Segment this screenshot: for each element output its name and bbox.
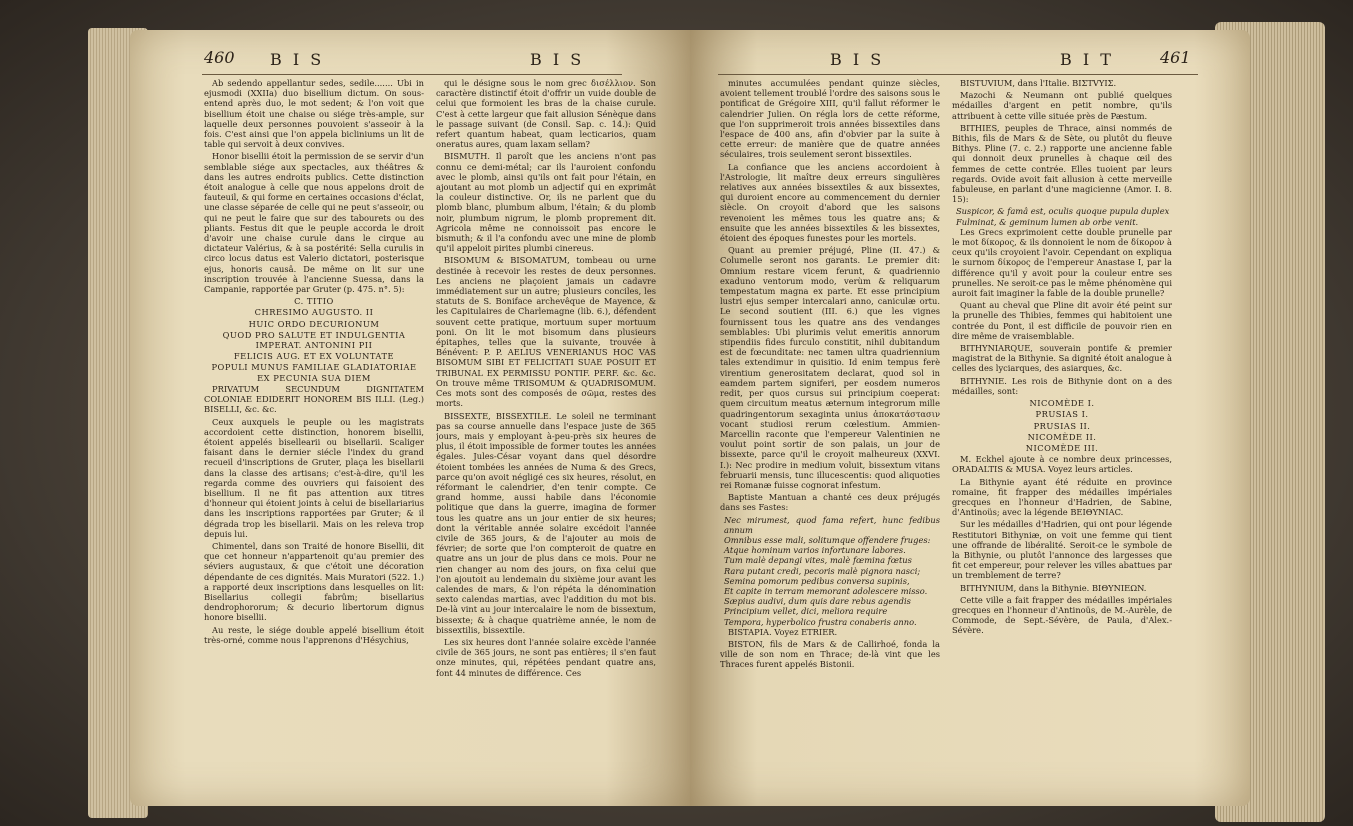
text-line: Chimentel, dans son Traité de honore Bisellii, dit que cet honneur n'appartenoit qu'au premier des séviers augustaux, & que c'étoit une décoration dépendante de ces dignités. Mais Muratori (522. 1.) a rapporté deux inscriptions dans lesquelles on lit: Bisellarius collegii fabrûm; bisellarius dendrophororum; & decurio libertorum dignus honore bisellii. [204, 540, 424, 623]
header-rule-right [718, 74, 1198, 75]
text-line: Suspicor, & famâ est, oculis quoque pupula duplex [956, 206, 1170, 217]
text-line: Sæpius audivi, dum quis dare rebus agendis [724, 596, 911, 607]
page-number-left: 460 [204, 48, 235, 67]
text-line: Semina pomorum pedibus conversa supinis, [724, 575, 910, 586]
text-line: minutes accumulées pendant quinze siècles, avoient tellement troublé l'ordre des saisons sous le pontificat de Grégoire XIII, qu'il fallut réformer le calendrier Julien. On régla lors de cette réforme, que l'on supprimeroit trois années bissextiles dans l'espace de 400 ans, afin d'obvier par la suite à cette erreur: de manière que de quatre années séculaires, trois seulement seront bissextiles. [720, 78, 940, 160]
text-line: La Bithynie ayant été réduite en province romaine, fit frapper des médailles impériales grecques en l'honneur d'Hadrien, de Sabine, d'Antinoüs; avec la légende BEIΘYNIAC. [952, 476, 1172, 518]
text-line: NICOMÈDE II. [1027, 431, 1097, 442]
header-rule-left [202, 74, 622, 75]
text-line: Baptiste Mantuan a chanté ces deux préjugés dans ses Fastes: [720, 492, 940, 513]
left-page-column-1 [204, 78, 424, 778]
text-line: Quant au premier préjugé, Pline (II. 47.) & Columelle seront nos garants. Le premier dit: Omnium restare vicem ferunt, & quadriennio exaduno ventorum modo, verùm & reliquarum tempestatum magna ex parte. Et esse principium lustri ejus semper intercalari anno, caniculæ ortu. Le second soutient (III. 6.) que les vignes fournissent tous les quatre ans des vendanges semblables: Ubi plurimis velut emeritis annorum stipendiis fides furculo constitit, nihil dubitandum est de fœcunditate: nec tamen ultra quadriennium tales extendimur in quisitio. Id enim tempus ferè virentium generositatem declarat, quod sol in eamdem partem signiferi, per eosdem numeros redit, per quos cursus sui principium coeperat: quem circuitum meatus æternum integrorum mille quadringentorum sexaginta unius ἀποκατάστασιν vocant studiosi rerum cœlestium. Ammien-Marcellin raconte que l'empereur Valentinien ne voulut point sortir de son palais, un jour de bissexte, parce qu'il le croyoit malheureux (XXVI. I.): Nec prodire in medium voluit, bissextum vitans februarii mensis, tunc illucescentis: quod aliquoties rei Romanæ fuisse cognorat infestum. [720, 245, 940, 490]
right-page [690, 30, 1250, 806]
left-page-column-2 [436, 78, 656, 778]
text-line: HUIC ORDO DECURIONUM [248, 318, 380, 329]
text-line: BISOMUM & BISOMATUM, tombeau ou urne destinée à recevoir les restes de deux personnes. Les anciens ne plaçoient jamais un cadavre immédiatement sur un autre; plusieurs conciles, les statuts de S. Boniface archevêque de Mayence, & les Capitulaires de Charlemagne (lib. 6.), défendent souvent cette pratique, mortuum super mortuum poni. On lit le mot bisomum dans plusieurs épitaphes, telles que la suivante, trouvée à Bénévent: P. P. AELIUS VENERIANUS HOC VAS BISOMUM SIBI ET FELICITATI SUAE POSUIT ET TRIBUNAL EX PERMISSU PONTIF. PERF. &c. &c. On trouve même TRISOMUM & QUADRISOMUM. Ces mots sont des composés de σῶμα, restes des morts. [436, 255, 656, 409]
text-line: NICOMÈDE I. [1029, 398, 1095, 409]
text-line: Tempora, hyperbolico frustra conaberis anno. [724, 616, 917, 627]
text-line: Quant au cheval que Pline dit avoir été peint sur la prunelle des Thibies, femmes qui habitoient une contrée du Pont, il est difficile de pouvoir rien en dire même de vraisemblable. [952, 300, 1172, 341]
text-line: QUOD PRO SALUTE ET INDULGENTIA IMPERAT. ANTONINI PII [222, 329, 406, 351]
text-line: NICOMÈDE III. [1025, 442, 1099, 453]
text-line: Ab sedendo appellantur sedes, sedile....... Ubi in ejusmodi (XXIIa) duo bisellium dictum. On sous-entend après duo, le mot sedent; & l'on voit que bisellium étoit une chaise ou siége très-ample, sur laquelle deux personnes pouvoient s'asseoir à la fois. C'est ainsi que l'on appela bicliniums un lit de table qui servoit à deux convives. [204, 78, 424, 150]
text-line: PRUSIAS II. [1033, 420, 1091, 431]
text-line: Les Grecs exprimoient cette double prunelle par le mot δίκορος, & ils donnoient le nom de δίκορον à ceux qu'ils croyoient l'avoir. Cependant on expliqua le surnom δίκορος de l'empereur Anastase I, par la différence qu'il y avoit pour la couleur entre ses prunelles. Ne seroit-ce pas le même phénomène qui auroit fait imaginer la fable de la double prunelle? [952, 226, 1172, 299]
page-number-right: 461 [1160, 48, 1191, 67]
running-head-left-col1: B I S [270, 50, 325, 69]
text-line: Et capite in terram memorant adolescere misso. [724, 585, 928, 596]
text-line: Honor bisellii étoit la permission de se servir d'un semblable siége aux spectacles, aux théâtres & dans les autres endroits publics. Cette distinction étoit analogue à celle que nous appelons droit de fauteuil, & qui forme en certaines occasions d'éclat, une classe séparée de celle qui ne peut s'asseoir, ou qui ne peut le faire que sur des tabourets ou des pliants. Festus dit que le peuple accorda le droit d'avoir une chaise curule dans le cirque au dictateur Valérius, & à sa postérité: Sella curulis in circo locus datus est Valerio dictatori, posterisque ejus, honoris causâ. De même on lit sur une inscription trouvée à l'ancienne Suessa, dans la Campanie, rapportée par Gruter (p. 475. n°. 5): [204, 151, 424, 295]
text-line: Tum malè depangi vites, malè fœmina fœtus [724, 555, 912, 566]
text-line: La confiance que les anciens accordoient à l'Astrologie, lit maître deux erreurs singulières relatives aux années bissextiles & aux bissextes, qui duroient encore au commencement du dernier siècle. On croyoit d'abord que les saisons revenoient les mêmes tous les quatre ans; & ensuite que les années bissextiles & les bissextes, étoient des époques funestes pour les mortels. [720, 161, 940, 244]
text-line: Rara putant credi, pecoris malè pignora nasci; [724, 565, 921, 576]
text-line: qui le désigne sous le nom grec δισέλλιον. Son caractère distinctif étoit d'offrir un vuide double de celui que formoient les bras de la chaise curule. C'est à cette largeur que fait allusion Sénèque dans le passage suivant (de Consil. Sap. c. 14.): Quid refert quantum habeat, quam lecticarios, quam oneratus aures, quam laxam sellam? [436, 78, 656, 150]
text-line: PRIVATUM SECUNDUM DIGNITATEM COLONIAE EDIDERIT HONOREM BIS ILLI. (Leg.) BISELLI, &c. &c. [204, 383, 424, 415]
text-line: PRUSIAS I. [1035, 409, 1089, 420]
text-line: BISTUVIUM, dans l'Italie. BIΣTVYIΣ. [960, 78, 1117, 88]
text-line: BITHYNIUM, dans la Bithynie. BIΘYNIEΩN. [960, 582, 1147, 593]
right-page-column-1 [720, 78, 940, 718]
text-line: Nec mirumest, quod fama refert, hunc fedibus annum [724, 514, 940, 535]
text-line: M. Eckhel ajoute à ce nombre deux princesses, ORADALTIS & MUSA. Voyez leurs articles. [952, 454, 1172, 475]
text-line: Au reste, le siége double appelé bisellium étoit très-orné, comme nous l'apprenons d'Hésychius, [204, 624, 424, 645]
text-line: BITHYNIE. Les rois de Bithynie dont on a des médailles, sont: [952, 375, 1172, 396]
text-line: C. TITIO [294, 296, 334, 307]
text-line: BISSEXTE, BISSEXTILE. Le soleil ne terminant pas sa course annuelle dans l'espace juste de 365 jours, mais y employant à-peu-près six heures de plus, il étoit impossible de former toutes les années égales. Jules-César voyant dans quel désordre étoient tombées les années de Numa & des Grecs, parce qu'on avoit négligé ces six heures, résolut, en réformant le calendrier, d'en tenir compte. Ce grand homme, aussi habile dans l'économie politique que dans la guerre, imagina de former tous les quatre ans un jour entier de six heures; dont la véritable année solaire excédoit l'année civile de 365 jours, & de l'ajouter au mois de février; de sorte que l'on compteroit de quatre en quatre ans un jour de plus dans ce mois. Pour ne rien changer au nom des jours, on fixa celui que l'on ajoutoit au lendemain du sixième jour avant les calendes de mars, & l'on répéta la dénomination sexto calendas martias, avec l'addition du mot bis. De-là vint au jour intercalaire le nom de bissextum, bissexte; & à chaque quatrième année, le nom de bissextilis, bissextile. [436, 410, 656, 635]
running-head-right-col2: B I T [1060, 50, 1114, 69]
running-head-left-col2: B I S [530, 50, 585, 69]
text-line: BISTON, fils de Mars & de Callirhoé, fonda la ville de son nom en Thrace; de-là vint que les Thraces furent appelés Bistonii. [720, 638, 940, 670]
text-line: Principium vellet, dici, meliora require [724, 606, 888, 617]
text-line: Cette ville a fait frapper des médailles impériales grecques en l'honneur d'Antinoüs, de M.-Aurèle, de Commode, de Sept.-Sévère, de Paula, d'Alex.-Sévère. [952, 594, 1172, 636]
left-page [130, 30, 690, 806]
text-line: Ceux auxquels le peuple ou les magistrats accordoient cette distinction, honorem bisellii, étoient appelés bisellearii ou bisellarii. Scaliger faisant dans le dernier siécle l'index du grand recueil d'inscriptions de Gruter, plaça les bisellarii dans la classe des artisans; c'est-à-dire, qu'il les regarda comme des ouvriers qui faisoient des bisellium. Il ne fit pas attention aux titres d'honneur qui étoient joints à celui de bisellariarius dans les inscriptions rapportées par Gruter; & il dégrada trop les bisellarii. Mais on les releva trop depuis lui. [204, 416, 424, 539]
text-line: BITHYNIARQUE, souverain pontife & premier magistrat de la Bithynie. Sa dignité étoit analogue à celles des lyciarques, des asiarques, &c. [952, 343, 1172, 374]
text-line: Atque hominum varios infortunare labores. [724, 545, 906, 556]
text-line: Fulminat, & geminum lumen ab orbe venit. [956, 216, 1139, 227]
text-line: Omnibus esse mali, solitumque offendere fruges: [724, 534, 931, 545]
text-line: BISTAPIA. Voyez ETRIER. [728, 626, 838, 637]
running-head-right-col1: B I S [830, 50, 885, 69]
text-line: Les six heures dont l'année solaire excède l'année civile de 365 jours, ne sont pas entières; il s'en faut onze minutes, qui, répétées pendant quatre ans, font 44 minutes de différence. Ces [436, 636, 656, 678]
text-line: CHRESIMO AUGUSTO. II [254, 307, 374, 318]
right-page-column-2 [952, 78, 1172, 778]
text-line: BITHIES, peuples de Thrace, ainsi nommés de Bithis, fils de Mars & de Sète, ou plutôt du fleuve Bithys. Pline (7. c. 2.) rapporte une ancienne fable qui donnoit deux prunelles à chaque œil des femmes de cette contrée. Elles tuoient par leurs regards. Ovide avoit fait allusion à cette merveille fabuleuse, en parlant d'une magicienne (Amor. I. 8. 15): [952, 122, 1172, 205]
text-line: POPULI MUNUS FAMILIAE GLADIATORIAE EX PECUNIA SUA DIEM [211, 362, 417, 383]
text-line: FELICIS AUG. ET EX VOLUNTATE [233, 351, 395, 362]
text-line: Mazochi & Neumann ont publié quelques médailles d'argent en petit nombre, qu'ils attribuent à cette ville située près de Pæstum. [952, 90, 1172, 121]
text-line: Sur les médailles d'Hadrien, qui ont pour légende Restitutori Bithyniæ, on voit une femme qui tient une offrande de libéralité. Seroit-ce le symbole de la Bithynie, ou plutôt l'annonce des largesses que fit cet empereur, pour relever les villes abattues par un tremblement de terre? [952, 519, 1172, 581]
text-line: BISMUTH. Il paroît que les anciens n'ont pas connu ce demi-métal; car ils l'auroient confondu avec le plomb, ainsi qu'ils ont fait pour l'étain, en ajoutant au mot plomb un adjectif qui en exprimât la couleur distinctive. Or, ils ne parlent que du plomb blanc, plumbum album, l'étain; & du plomb noir, plumbum nigrum, le plomb proprement dit. Agricola même ne connoissoit pas encore le bismuth; & il l'a confondu avec une mine de plomb qu'il appeloit pirites plumbi cinereus. [436, 151, 656, 254]
